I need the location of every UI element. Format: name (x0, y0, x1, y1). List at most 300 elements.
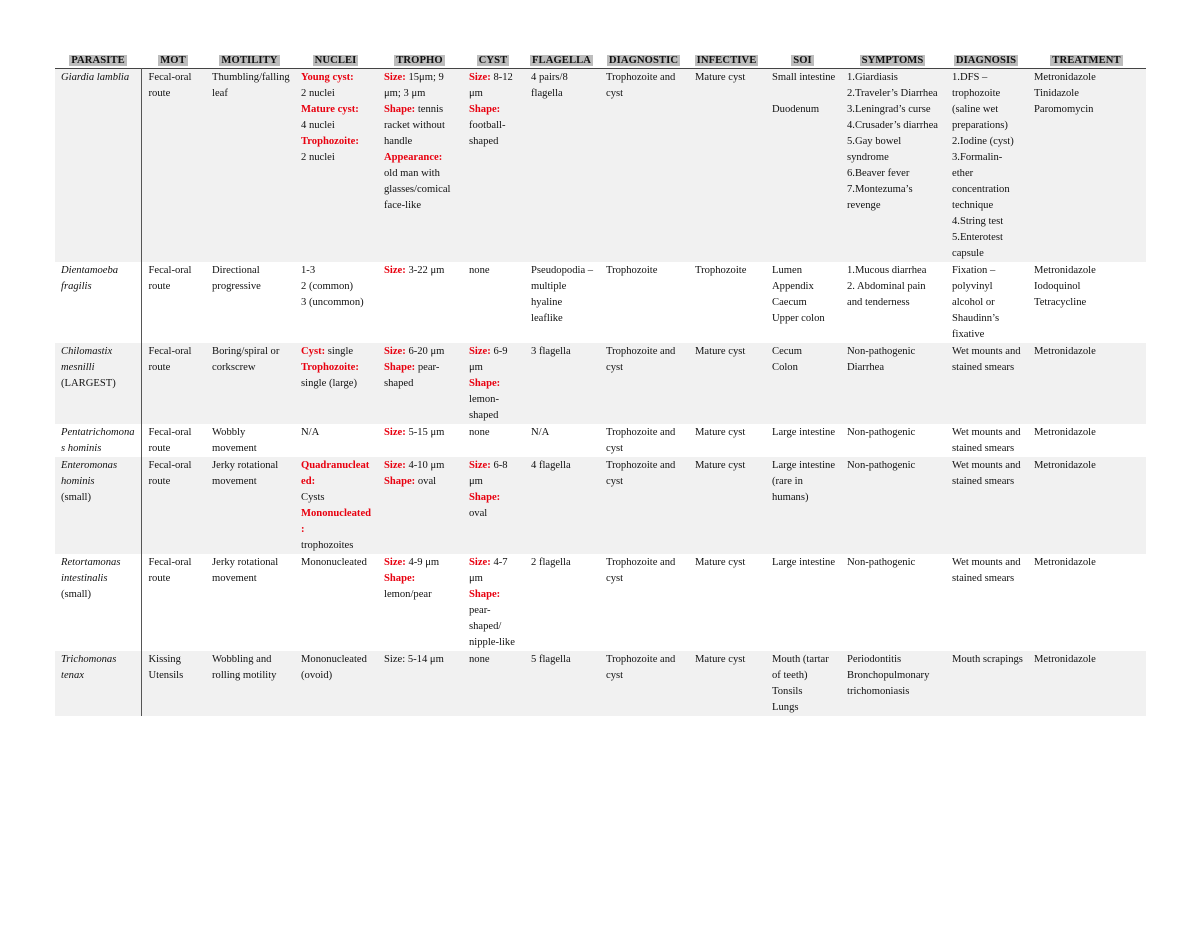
cell-nuclei (294, 651, 377, 716)
cell-text: Trophozoite and cyst (606, 427, 676, 454)
cell-line (61, 587, 139, 603)
table-body (55, 69, 1146, 717)
cell-line (1034, 555, 1142, 571)
cell-line (301, 360, 373, 376)
cell-text: 2 nuclei (301, 88, 335, 99)
cell-treatment (1027, 424, 1146, 457)
field-label: Size: (469, 460, 491, 471)
cell-text: Trophozoite and cyst (606, 72, 676, 99)
cell-line (149, 652, 202, 684)
cell-diagnostic (599, 554, 688, 651)
cell-parasite (55, 262, 141, 343)
cell-infective (688, 554, 765, 651)
cell-line (149, 555, 202, 587)
cell-text: Pseudopodia – multiple hyaline leaflike (531, 265, 594, 324)
cell-nuclei (294, 343, 377, 424)
cell-text: (LARGEST) (61, 378, 116, 389)
cell-text: lemon/pear (384, 589, 432, 600)
cell-line (301, 425, 373, 441)
cell-motility (205, 554, 294, 651)
cell-text: 4 flagella (531, 460, 571, 471)
cell-text: Chilomastix mesnilli (61, 346, 113, 373)
cell-motility (205, 262, 294, 343)
cell-cyst (462, 554, 524, 651)
field-label: Cyst: (301, 346, 326, 357)
cell-line (772, 684, 836, 700)
cell-text: Caecum (772, 297, 807, 308)
cell-infective (688, 457, 765, 554)
cell-text: 1-3 (301, 265, 316, 276)
field-label: Size: (469, 557, 491, 568)
cell-text: 4.Crusader’s diarrhea (847, 120, 938, 131)
field-label: Size: (384, 265, 406, 276)
cell-text: Metronidazole (1034, 265, 1096, 276)
cell-text: Fecal-oral route (148, 72, 192, 99)
cell-text: Periodontitis (847, 654, 902, 665)
cell-line (952, 70, 1023, 134)
cell-line (606, 425, 684, 457)
cell-text: 2.Traveler’s Diarrhea (847, 88, 938, 99)
cell-parasite (55, 554, 141, 651)
cell-flagella (524, 69, 599, 263)
cell-line (772, 295, 836, 311)
cell-line (384, 344, 458, 360)
cell-line (847, 279, 941, 311)
cell-text: Diarrhea (847, 362, 885, 373)
cell-text: 5 flagella (531, 654, 571, 665)
header-cyst (462, 53, 524, 69)
cell-tropho (377, 69, 462, 263)
table-row (55, 651, 1146, 716)
cell-text: 2. Abdominal pain and tenderness (847, 281, 926, 308)
cell-text: 3 (uncommon) (301, 297, 364, 308)
cell-text: lemon-shaped (469, 394, 500, 421)
cell-text: Duodenum (772, 104, 820, 115)
cell-motility (205, 424, 294, 457)
cell-flagella (524, 457, 599, 554)
cell-text: Dientamoeba fragilis (61, 265, 119, 292)
cell-line (149, 263, 202, 295)
field-label: Appearance: (384, 152, 443, 163)
cell-text: none (469, 265, 490, 276)
cell-flagella (524, 651, 599, 716)
cell-line (952, 134, 1023, 150)
cell-line (1034, 279, 1142, 295)
cell-infective (688, 262, 765, 343)
cell-text: Fecal-oral route (148, 460, 192, 487)
cell-line (847, 652, 941, 668)
field-label: Shape: (469, 104, 501, 115)
cell-text: 4-7 μm (469, 557, 508, 584)
cell-line (1034, 70, 1142, 86)
cell-line (847, 668, 941, 700)
cell-line (384, 571, 458, 587)
cell-cyst (462, 262, 524, 343)
cell-text: Kissing Utensils (148, 654, 184, 681)
cell-diagnosis (945, 554, 1027, 651)
cell-text: 4-9 μm (408, 557, 440, 568)
cell-line (469, 652, 520, 668)
cell-symptoms (840, 554, 945, 651)
cell-line (531, 425, 595, 441)
cell-line (531, 263, 595, 327)
field-label: Size: (384, 557, 406, 568)
cell-mot (141, 343, 205, 424)
header-label: DIAGNOSIS (955, 55, 1017, 66)
cell-soi (765, 457, 840, 554)
cell-line (952, 652, 1023, 668)
field-label: Size: (469, 72, 491, 83)
cell-text: Trophozoite and cyst (606, 460, 676, 487)
cell-diagnostic (599, 69, 688, 263)
cell-line (61, 263, 139, 295)
cell-line (469, 344, 520, 376)
cell-text: 8-12 μm (469, 72, 513, 99)
cell-line (772, 360, 836, 376)
cell-symptoms (840, 424, 945, 457)
cell-line (384, 360, 458, 392)
cell-text: 3.Leningrad’s curse (847, 104, 931, 115)
cell-text: Retortamonas intestinalis (61, 557, 121, 584)
cell-text: Iodoquinol (1034, 281, 1081, 292)
cell-cyst (462, 457, 524, 554)
cell-line (847, 344, 941, 360)
field-label: Size: (384, 427, 406, 438)
cell-text: Mature cyst (695, 72, 746, 83)
cell-line (606, 344, 684, 376)
cell-text: Bronchopulmonary trichomoniasis (847, 670, 930, 697)
header-label: MOTILITY (221, 55, 278, 66)
cell-line (847, 134, 941, 166)
cell-line (384, 102, 458, 150)
cell-cyst (462, 651, 524, 716)
cell-text: Trophozoite and cyst (606, 346, 676, 373)
cell-text: Wet mounts and stained smears (952, 460, 1021, 487)
cell-line (212, 70, 290, 102)
cell-line (695, 555, 761, 571)
cell-line (847, 263, 941, 279)
cell-line (847, 182, 941, 214)
cell-text: Mature cyst (695, 654, 746, 665)
cell-line (384, 555, 458, 571)
cell-text: Cysts (301, 492, 325, 503)
cell-line (301, 376, 373, 392)
cell-line (772, 700, 836, 716)
cell-symptoms (840, 69, 945, 263)
cell-text: 7.Montezuma’s revenge (847, 184, 913, 211)
field-label: Shape: (469, 589, 501, 600)
cell-line (952, 214, 1023, 230)
cell-text: Trophozoite and cyst (606, 654, 676, 681)
cell-line (384, 263, 458, 279)
header-mot (141, 53, 205, 69)
field-label: Mononucleated: (301, 508, 372, 535)
cell-line (301, 295, 373, 311)
cell-text: 6.Beaver fever (847, 168, 910, 179)
cell-diagnosis (945, 424, 1027, 457)
field-label: Size: (384, 346, 406, 357)
cell-text: Fecal-oral route (148, 427, 192, 454)
cell-line (695, 70, 761, 86)
cell-line (61, 70, 139, 86)
cell-infective (688, 343, 765, 424)
cell-text: 6-8 μm (469, 460, 508, 487)
cell-line (847, 555, 941, 571)
cell-text: 3 flagella (531, 346, 571, 357)
cell-line (772, 652, 836, 684)
table-row (55, 343, 1146, 424)
cell-line (1034, 102, 1142, 118)
cell-text: none (469, 654, 490, 665)
field-label: Size: (384, 72, 406, 83)
cell-soi (765, 651, 840, 716)
cell-line (212, 344, 290, 376)
cell-text: Appendix (772, 281, 814, 292)
cell-text: Paromomycin (1034, 104, 1094, 115)
cell-treatment (1027, 262, 1146, 343)
header-label: DIAGNOSTIC (608, 55, 679, 66)
cell-line (847, 86, 941, 102)
cell-text: Metronidazole (1034, 557, 1096, 568)
cell-line (301, 102, 373, 118)
cell-text: Fecal-oral route (148, 265, 192, 292)
cell-text: Metronidazole (1034, 460, 1096, 471)
cell-line (301, 506, 373, 538)
cell-text: Non-pathogenic (847, 557, 916, 568)
cell-mot (141, 424, 205, 457)
cell-text: Pentatrichomonas hominis (61, 427, 135, 454)
header-label: SYMPTOMS (861, 55, 924, 66)
field-label: Shape: (384, 476, 416, 487)
cell-text: Wet mounts and stained smears (952, 427, 1021, 454)
cell-text: Large intestine (772, 557, 836, 568)
header-row (55, 53, 1146, 69)
field-label: Young cyst: (301, 72, 354, 83)
cell-nuclei (294, 69, 377, 263)
field-label: Shape: (384, 362, 416, 373)
cell-treatment (1027, 69, 1146, 263)
cell-treatment (1027, 343, 1146, 424)
cell-line (772, 344, 836, 360)
cell-tropho (377, 457, 462, 554)
cell-parasite (55, 424, 141, 457)
cell-line (1034, 295, 1142, 311)
cell-text: 3.Formalin-ether concentration technique (952, 152, 1010, 211)
field-label: Size: (384, 460, 406, 471)
cell-line (952, 230, 1023, 262)
cell-mot (141, 262, 205, 343)
cell-text: 4 nuclei (301, 120, 335, 131)
cell-text: Thumbling/falling leaf (212, 72, 290, 99)
cell-cyst (462, 424, 524, 457)
cell-text: (small) (61, 492, 92, 503)
table-row (55, 554, 1146, 651)
cell-tropho (377, 554, 462, 651)
cell-line (469, 70, 520, 102)
cell-line (952, 425, 1023, 457)
cell-cyst (462, 69, 524, 263)
cell-soi (765, 343, 840, 424)
cell-text: Colon (772, 362, 798, 373)
cell-line (695, 458, 761, 474)
cell-line (301, 70, 373, 86)
cell-flagella (524, 343, 599, 424)
field-label: Quadranucleated: (301, 460, 370, 487)
cell-infective (688, 424, 765, 457)
cell-line (61, 652, 139, 684)
cell-line (531, 555, 595, 571)
cell-line (469, 425, 520, 441)
cell-text: Trophozoite and cyst (606, 557, 676, 584)
cell-infective (688, 651, 765, 716)
cell-text: 2.Iodine (cyst) (952, 136, 1014, 147)
cell-text: 2 flagella (531, 557, 571, 568)
cell-line (384, 458, 458, 474)
header-label: TREATMENT (1052, 55, 1121, 66)
cell-line (952, 344, 1023, 376)
cell-line (772, 555, 836, 571)
cell-line (606, 555, 684, 587)
cell-motility (205, 457, 294, 554)
cell-text: Non-pathogenic (847, 460, 916, 471)
cell-line (531, 344, 595, 360)
cell-line (952, 150, 1023, 214)
cell-symptoms (840, 457, 945, 554)
cell-nuclei (294, 424, 377, 457)
cell-line (301, 344, 373, 360)
cell-cyst (462, 343, 524, 424)
cell-soi (765, 262, 840, 343)
cell-diagnostic (599, 457, 688, 554)
cell-text: Upper colon (772, 313, 825, 324)
cell-parasite (55, 69, 141, 263)
cell-text: football-shaped (469, 120, 506, 147)
cell-diagnosis (945, 69, 1027, 263)
header-label: PARASITE (71, 55, 125, 66)
cell-nuclei (294, 457, 377, 554)
cell-line (149, 344, 202, 376)
cell-symptoms (840, 651, 945, 716)
cell-text: Directional progressive (212, 265, 261, 292)
cell-tropho (377, 651, 462, 716)
cell-nuclei (294, 554, 377, 651)
cell-line (847, 102, 941, 118)
cell-text: Fixation – polyvinyl alcohol or Shaudinn’s fixative (952, 265, 1000, 340)
cell-text: Tetracycline (1034, 297, 1087, 308)
cell-text: Lungs (772, 702, 799, 713)
cell-text: 1.DFS – trophozoite (saline wet preparations) (952, 72, 1008, 131)
cell-line (212, 458, 290, 490)
cell-text: 2 nuclei (301, 152, 335, 163)
cell-line (384, 474, 458, 490)
header-parasite (55, 53, 141, 69)
cell-line (384, 587, 458, 603)
cell-text: single (large) (301, 378, 357, 389)
header-label: FLAGELLA (531, 55, 592, 66)
cell-line (61, 344, 139, 376)
cell-line (149, 70, 202, 102)
cell-line (61, 458, 139, 490)
header-label: MOT (160, 55, 186, 66)
cell-line (606, 263, 684, 279)
cell-text: Lumen (772, 265, 803, 276)
cell-motility (205, 651, 294, 716)
cell-text: Mature cyst (695, 460, 746, 471)
cell-text: Metronidazole (1034, 72, 1096, 83)
cell-text: 4 pairs/8 flagella (531, 72, 568, 99)
header-label: INFECTIVE (696, 55, 757, 66)
cell-text: Small intestine (772, 72, 836, 83)
header-label: SOI (793, 55, 812, 66)
cell-line (384, 166, 458, 214)
cell-line (772, 458, 836, 506)
cell-text: Giardia lamblia (61, 72, 130, 83)
cell-line (301, 118, 373, 134)
field-label: Shape: (384, 573, 416, 584)
cell-line (772, 311, 836, 327)
cell-line (469, 458, 520, 490)
field-label: Size: (384, 654, 406, 665)
cell-line (695, 344, 761, 360)
cell-line (469, 555, 520, 587)
cell-mot (141, 457, 205, 554)
cell-line (61, 555, 139, 587)
cell-diagnosis (945, 457, 1027, 554)
cell-text: 5.Gay bowel syndrome (847, 136, 902, 163)
cell-text: Cecum (772, 346, 803, 357)
cell-line (212, 652, 290, 684)
cell-line (772, 70, 836, 86)
cell-line (149, 458, 202, 490)
table-row (55, 262, 1146, 343)
cell-line (384, 652, 458, 668)
table-row (55, 424, 1146, 457)
cell-text: oval (469, 508, 488, 519)
cell-line (1034, 344, 1142, 360)
cell-soi (765, 424, 840, 457)
cell-line (952, 458, 1023, 490)
cell-line (61, 376, 139, 392)
cell-line (384, 425, 458, 441)
cell-line (847, 360, 941, 376)
table-row (55, 69, 1146, 263)
cell-mot (141, 69, 205, 263)
cell-text: 4-10 μm (408, 460, 445, 471)
cell-text: tennis racket without handle (384, 104, 445, 147)
cell-text: Mononucleated (ovoid) (301, 654, 367, 681)
cell-text: Mouth (tartar of teeth) (772, 654, 829, 681)
cell-line (952, 263, 1023, 343)
cell-line (847, 425, 941, 441)
cell-diagnostic (599, 262, 688, 343)
cell-motility (205, 343, 294, 424)
parasite-table (55, 53, 1146, 716)
cell-text: Non-pathogenic (847, 346, 916, 357)
cell-line (772, 102, 836, 118)
cell-line (301, 652, 373, 684)
cell-text: 5-15 μm (408, 427, 445, 438)
cell-text: Wet mounts and stained smears (952, 557, 1021, 584)
header-symptoms (840, 53, 945, 69)
cell-line (301, 538, 373, 554)
cell-soi (765, 69, 840, 263)
header-diagnostic (599, 53, 688, 69)
cell-text: 5.Enterotest capsule (952, 232, 1003, 259)
cell-motility (205, 69, 294, 263)
cell-line (301, 150, 373, 166)
cell-line (1034, 425, 1142, 441)
field-label: Shape: (469, 492, 501, 503)
